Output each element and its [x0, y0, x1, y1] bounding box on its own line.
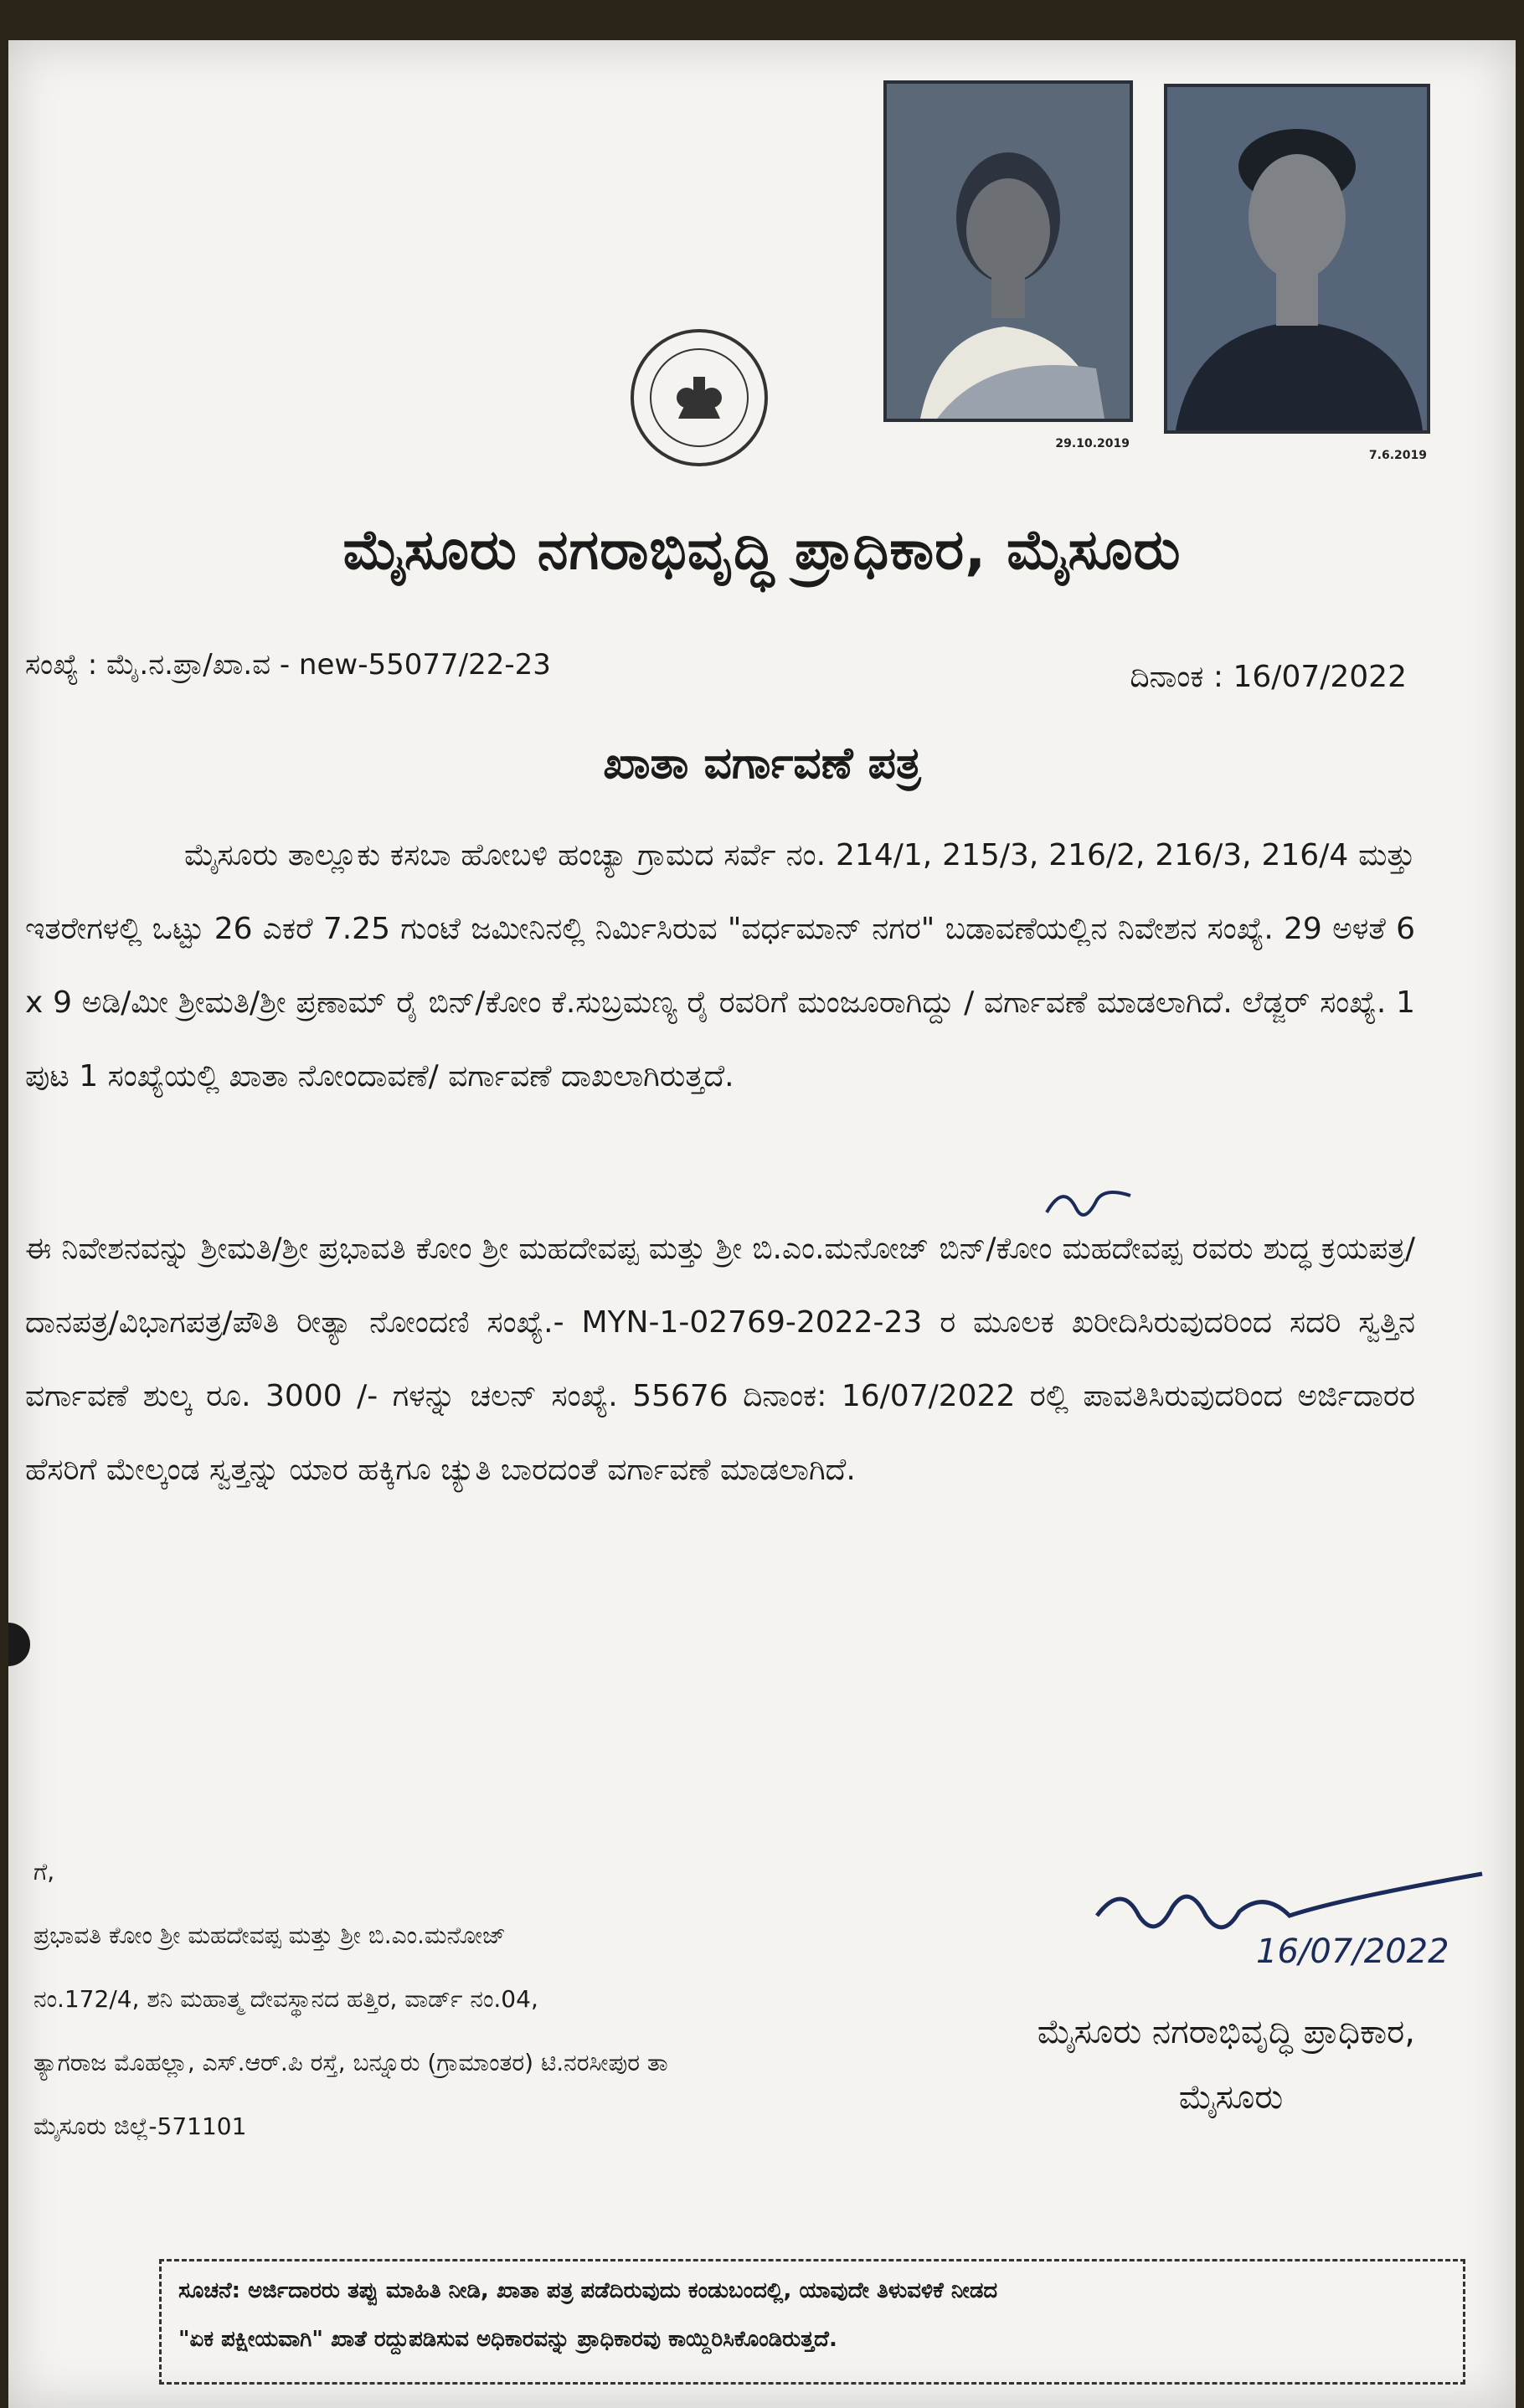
paragraph-allotment: ಮೈಸೂರು ತಾಲ್ಲೂಕು ಕಸಬಾ ಹೋಬಳಿ ಹಂಚ್ಯಾ ಗ್ರಾಮದ ಸರ್ವೆ ನಂ. 214/1, 215/3, 216/2, 216/3, 216/4 ಮತ್ತು ಇತರೇಗಳಲ್ಲಿ ಒಟ್ಟು 26 ಎಕರೆ 7.25 ಗುಂಟೆ ಜಮೀನಿನಲ್ಲಿ ನಿರ್ಮಿಸಿರುವ "ವರ್ಧಮಾನ್ ನಗರ" ಬಡಾವಣೆಯಲ್ಲಿನ ನಿವೇಶನ ಸಂಖ್ಯೆ. 29 ಅಳತೆ 6 x 9 ಅಡಿ/ಮೀ ಶ್ರೀಮತಿ/ಶ್ರೀ ಪ್ರಣಾಮ್ ರೈ ಬಿನ್/ಕೋಂ ಕೆ.ಸುಬ್ರಮಣ್ಯ ರೈ ರವರಿಗೆ ಮಂಜೂರಾಗಿದ್ದು / ವರ್ಗಾವಣೆ ಮಾಡಲಾಗಿದೆ. ಲೆಡ್ಜರ್ ಸಂಖ್ಯೆ. 1 ಪುಟ 1 ಸಂಖ್ಯೆಯಲ್ಲಿ ಖಾತಾ ನೋಂದಾವಣೆ/ ವರ್ಗಾವಣೆ ದಾಖಲಾಗಿರುತ್ತದೆ. [25, 838, 1415, 1093]
portrait-man-icon [1167, 87, 1427, 430]
photo-right-date: 7.6.2019 [1368, 449, 1427, 462]
office-line-2: ಮೈಸೂರು [1178, 2078, 1284, 2117]
address-line-3: ತ್ಯಾಗರಾಜ ಮೊಹಲ್ಲಾ, ಎಸ್.ಆರ್.ಪಿ ರಸ್ತೆ, ಬನ್ನೂರು (ಗ್ರಾಮಾಂತರ) ಟಿ.ನರಸೀಪುರ ತಾ [33, 2049, 668, 2076]
issue-date: ದಿನಾಂಕ : 16/07/2022 [1130, 660, 1407, 694]
notice-box [159, 2259, 1465, 2385]
reference-number: ಸಂಖ್ಯೆ : ಮೈ.ನ.ಪ್ರಾ/ಖಾ.ವ - new-55077/22-23 [25, 648, 551, 682]
government-seal-icon [628, 327, 770, 469]
address-line-2: ನಂ.172/4, ಶನಿ ಮಹಾತ್ಮ ದೇವಸ್ಥಾನದ ಹತ್ತಿರ, ವಾರ್ಡ್ ನಂ.04, [33, 1985, 538, 2013]
address-line-1: ಪ್ರಭಾವತಿ ಕೋಂ ಶ್ರೀ ಮಹದೇವಪ್ಪ ಮತ್ತು ಶ್ರೀ ಬಿ.ಎಂ.ಮನೋಜ್ [33, 1922, 507, 1949]
office-line-1: ಮೈಸೂರು ನಗರಾಭಿವೃದ್ಧಿ ಪ್ರಾಧಿಕಾರ, [1037, 2013, 1415, 2051]
address-to: ಗೆ, [33, 1858, 55, 1886]
document-page [8, 40, 1516, 2408]
initials-signature-icon [1038, 1179, 1139, 1229]
photo-left-date: 29.10.2019 [1055, 437, 1130, 450]
document-subtitle: ಖಾತಾ ವರ್ಗಾವಣೆ ಪತ್ರ [603, 738, 921, 789]
notice-line-1: ಸೂಚನೆ: ಅರ್ಜಿದಾರರು ತಪ್ಪು ಮಾಹಿತಿ ನೀಡಿ, ಖಾತಾ ಪತ್ರ ಪಡೆದಿರುವುದು ಕಂಡುಬಂದಲ್ಲಿ, ಯಾವುದೇ ತಿಳುವಳಿಕೆ ನೀಡದ [178, 2278, 998, 2303]
applicant-photo-left [883, 80, 1133, 450]
applicant-photo-right-frame [1164, 84, 1430, 462]
notice-line-2: "ಏಕ ಪಕ್ಷೀಯವಾಗಿ" ಖಾತೆ ರದ್ದುಪಡಿಸುವ ಅಧಿಕಾರವನ್ನು ಪ್ರಾಧಿಕಾರವು ಕಾಯ್ದಿರಿಸಿಕೊಂಡಿರುತ್ತದೆ. [178, 2327, 837, 2352]
applicant-photo-right [1164, 84, 1430, 462]
portrait-woman-icon [887, 84, 1130, 419]
applicant-photo-left-frame [883, 80, 1133, 450]
page-title: ಮೈಸೂರು ನಗರಾಭಿವೃದ್ಧಿ ಪ್ರಾಧಿಕಾರ, ಮೈಸೂರು [342, 517, 1182, 582]
signature-date: 16/07/2022 [1256, 1932, 1449, 1971]
office-block [913, 1999, 1449, 2130]
recipient-address [33, 1840, 871, 2158]
punch-hole [8, 1623, 30, 1666]
paragraph-transfer: ಈ ನಿವೇಶನವನ್ನು ಶ್ರೀಮತಿ/ಶ್ರೀ ಪ್ರಭಾವತಿ ಕೋಂ ಶ್ರೀ ಮಹದೇವಪ್ಪ ಮತ್ತು ಶ್ರೀ ಬಿ.ಎಂ.ಮನೋಜ್ ಬಿನ್/ಕೋಂ ಮಹದೇವಪ್ಪ ರವರು ಶುದ್ಧ ಕ್ರಯಪತ್ರ/ ದಾನಪತ್ರ/ವಿಭಾಗಪತ್ರ/ಪೌತಿ ರೀತ್ಯಾ ನೋಂದಣಿ ಸಂಖ್ಯೆ.- MYN-1-02769-2022-23 ರ ಮೂಲಕ ಖರೀದಿಸಿರುವುದರಿಂದ ಸದರಿ ಸ್ವತ್ತಿನ ವರ್ಗಾವಣೆ ಶುಲ್ಕ ರೂ. 3000 /- ಗಳನ್ನು ಚಲನ್ ಸಂಖ್ಯೆ. 55676 ದಿನಾಂಕ: 16/07/2022 ರಲ್ಲಿ ಪಾವತಿಸಿರುವುದರಿಂದ ಅರ್ಜಿದಾರರ ಹೆಸರಿಗೆ ಮೇಲ್ಕಂಡ ಸ್ವತ್ತನ್ನು ಯಾರ ಹಕ್ಕಿಗೂ ಚ್ಯುತಿ ಬಾರದಂತೆ ವರ್ಗಾವಣೆ ಮಾಡಲಾಗಿದೆ. [25, 1232, 1415, 1487]
address-line-4: ಮೈಸೂರು ಜಿಲ್ಲೆ-571101 [33, 2112, 247, 2140]
